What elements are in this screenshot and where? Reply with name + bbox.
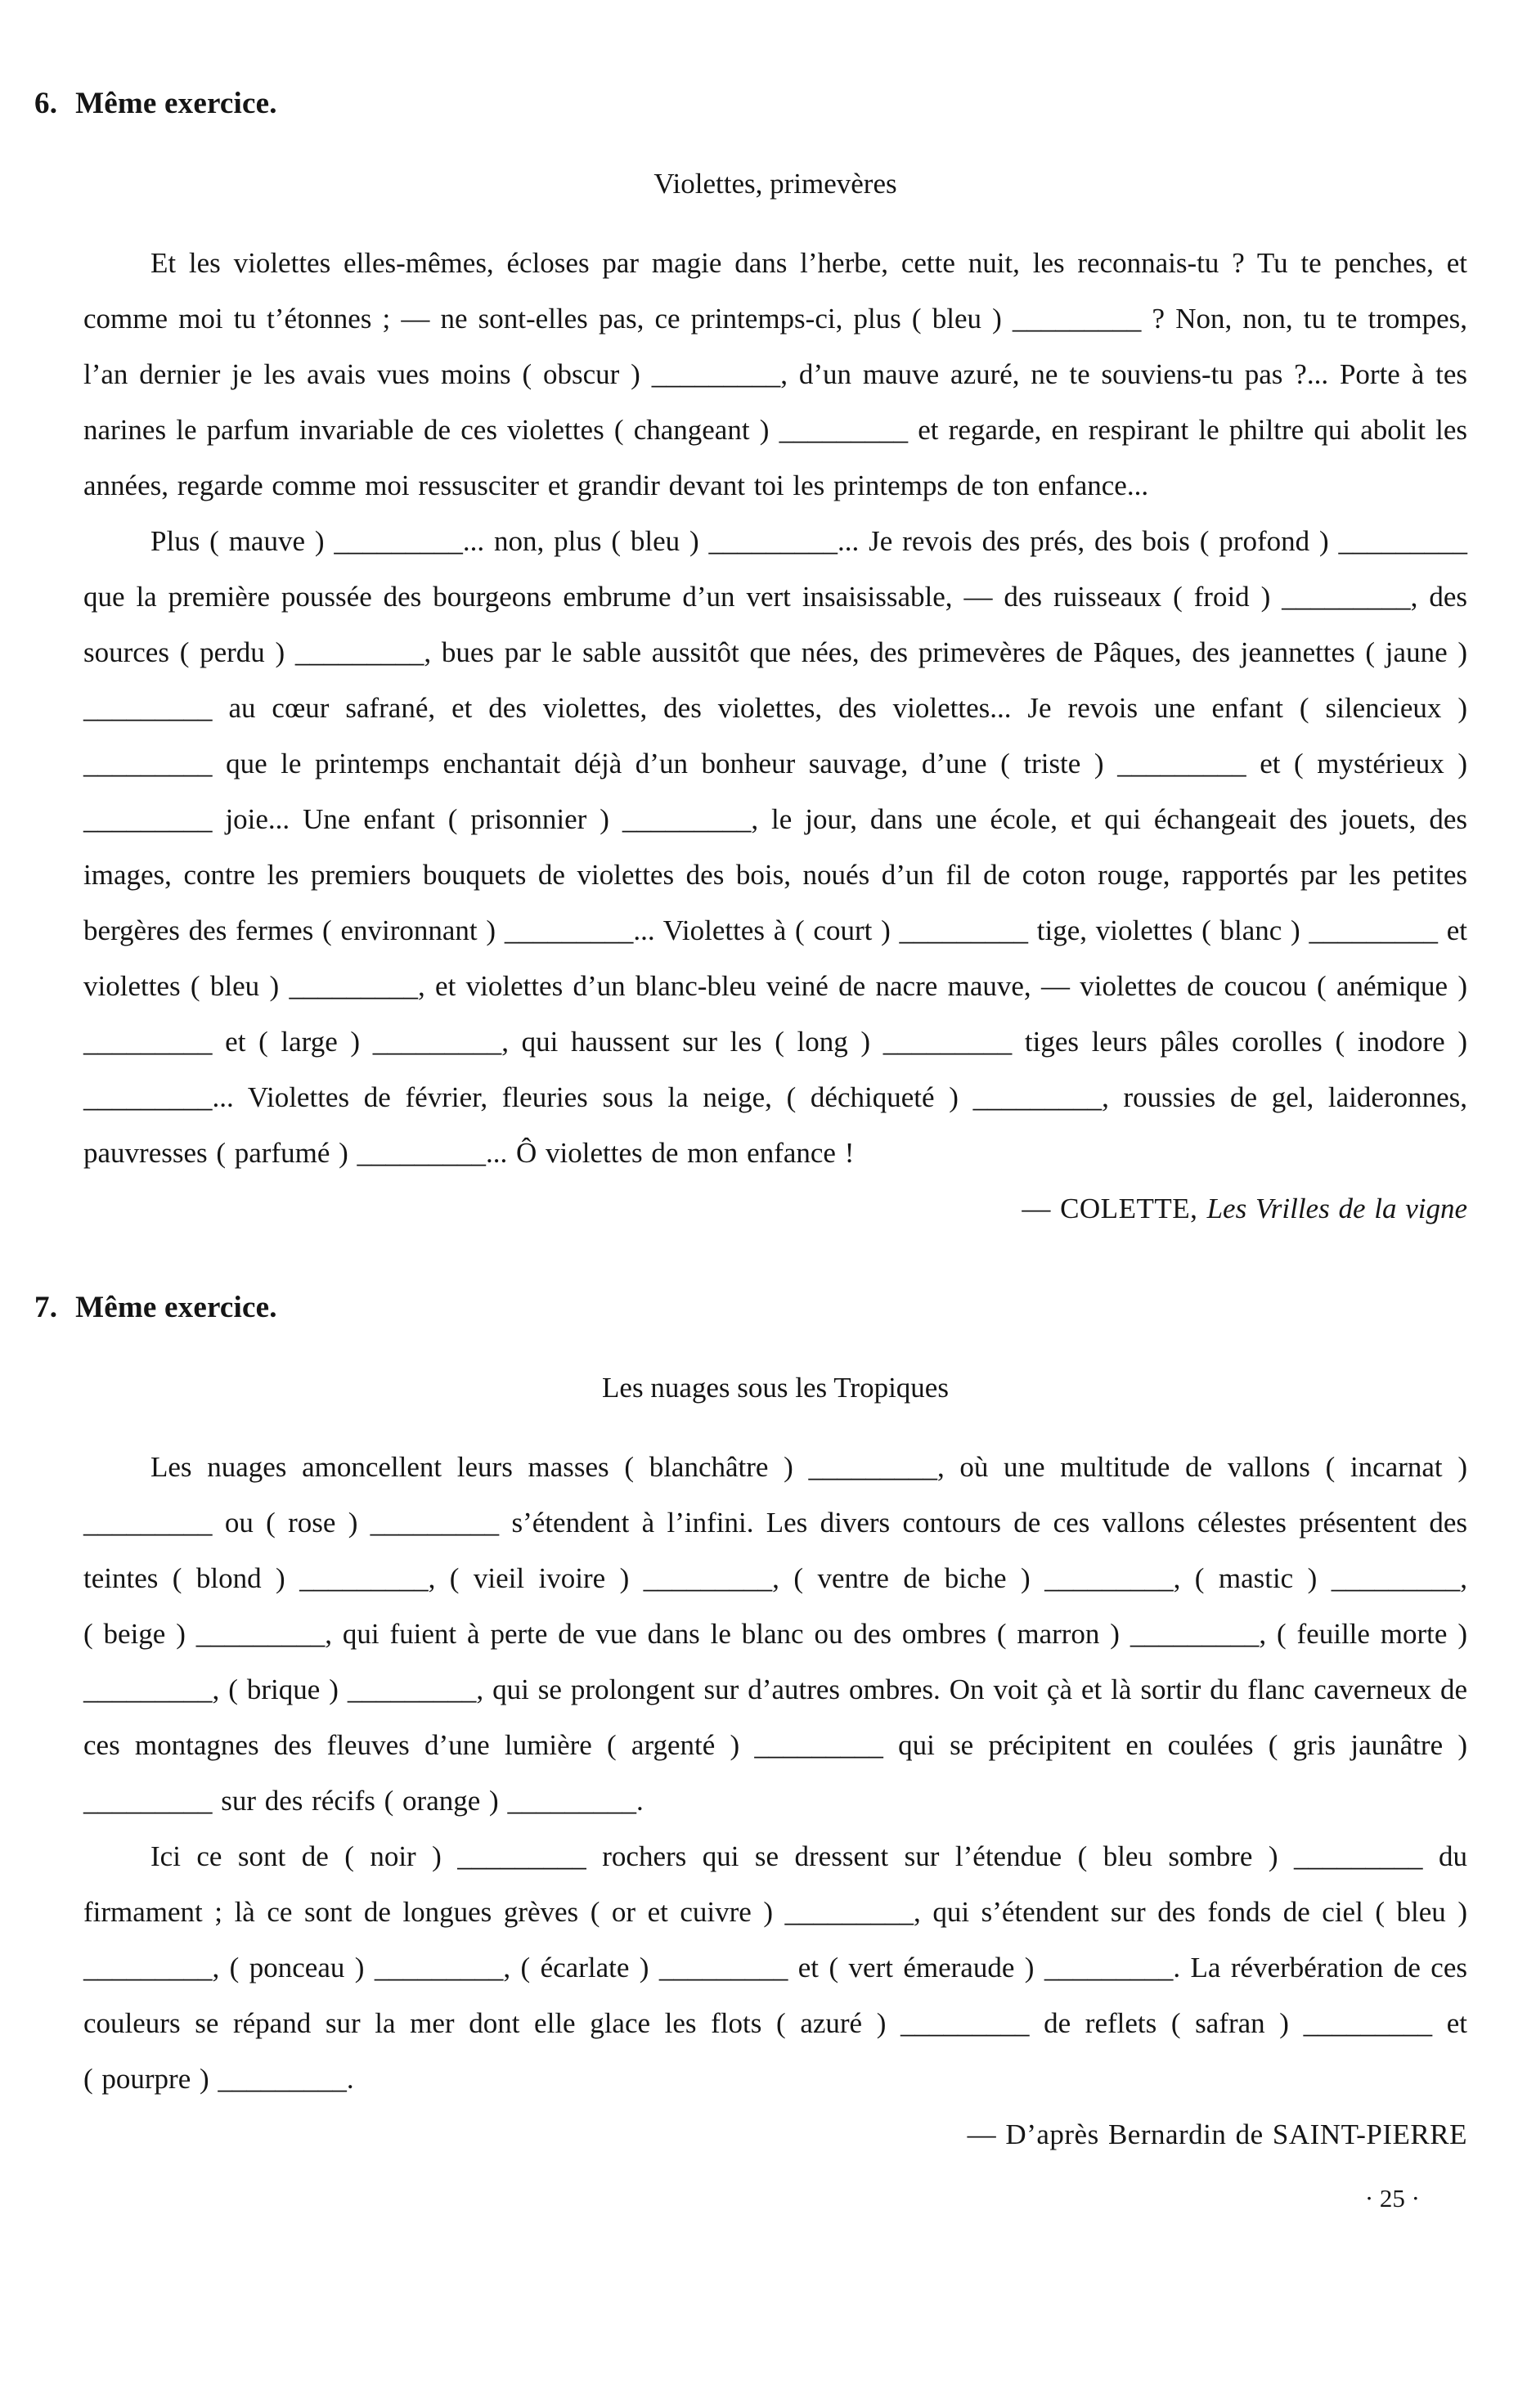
exercise-6-attribution-author: — COLETTE, (1022, 1193, 1207, 1224)
exercise-7-body (83, 1369, 1467, 2163)
exercise-6-paragraph-1: Et les violettes elles-mêmes, écloses par magie dans l’herbe, cette nuit, les reconnais-tu ? Tu te penches, et comme moi tu t’étonnes ; — ne sont-elles pas, ce printemps-ci, plus ( bleu ) _________ ? Non, non, tu te trompes, l’an dernier je les avais vues moins ( obscur ) _________, d’un mauve azuré, ne te souviens-tu pas ?... Porte à tes narines le parfum invariable de ces violettes ( changeant ) _________ et regarde, en respirant le philtre qui abolit les années, regarde comme moi ressusciter et grandir devant toi les printemps de ton enfance... (83, 247, 1467, 501)
exercise-6 (34, 85, 1467, 1237)
exercise-6-heading (34, 85, 1467, 123)
exercise-6-paragraph-2: Plus ( mauve ) _________... non, plus ( bleu ) _________... Je revois des prés, des bois ( profond ) _________ que la première poussée des bourgeons embrume d’un vert insaisissable, — des ruisseaux ( froid ) _________, des sources ( perdu ) _________, bues par le sable aussitôt que nées, des primevères de Pâques, des jeannettes ( jaune ) _________ au cœur safrané, et des violettes, des violettes, des violettes... Je revois une enfant ( silencieux ) _________ que le printemps enchantait déjà d’un bonheur sauvage, d’une ( triste ) _________ et ( mystérieux ) _________ joie... Une enfant ( prisonnier ) _________, le jour, dans une école, et qui échangeait des jouets, des images, contre les premiers bouquets de violettes des bois, noués d’un fil de coton rouge, rapportés par les petites bergères des fermes ( environnant ) _________... Violettes à ( court ) _________ tige, violettes ( blanc ) _________ et violettes ( bleu ) _________, et violettes d’un blanc-bleu veiné de nacre mauve, — violettes de coucou ( anémique ) _________ et ( large ) _________, qui haussent sur les ( long ) _________ tiges leurs pâles corolles ( inodore ) _________... Violettes de février, fleuries sous la neige, ( déchiqueté ) _________, roussies de gel, laideronnes, pauvresses ( parfumé ) _________... Ô violettes de mon enfance ! (83, 525, 1467, 1169)
exercise-6-heading-label: Même exercice. (75, 87, 277, 120)
exercise-6-text-title: Violettes, primevères (653, 168, 897, 200)
exercise-6-attribution (83, 1181, 1467, 1237)
page-number: · 25 · (1364, 2184, 1420, 2213)
exercise-7-attribution-author: — D’après Bernardin de SAINT-PIERRE (967, 2118, 1467, 2150)
exercise-7 (34, 1289, 1467, 2163)
exercise-7-attribution (83, 2107, 1467, 2163)
exercise-7-heading-label: Même exercice. (75, 1291, 277, 1324)
exercise-6-attribution-work: Les Vrilles de la vigne (1206, 1193, 1467, 1224)
exercise-7-heading (34, 1289, 1467, 1327)
exercise-7-number: 7. (34, 1291, 58, 1324)
exercise-7-text-title: Les nuages sous les Tropiques (602, 1372, 949, 1404)
exercise-7-paragraph-2: Ici ce sont de ( noir ) _________ rochers qui se dressent sur l’étendue ( bleu sombre ) _________ du firmament ; là ce sont de longues grèves ( or et cuivre ) _________, qui s’étendent sur des fonds de ciel ( bleu ) _________, ( ponceau ) _________, ( écarlate ) _________ et ( vert émeraude ) _________. La réverbération de ces couleurs se répand sur la mer dont elle glace les flots ( azuré ) _________ de reflets ( safran ) _________ et ( pourpre ) _________. (83, 1840, 1467, 2095)
exercise-6-body (83, 165, 1467, 1237)
exercise-7-paragraph-1: Les nuages amoncellent leurs masses ( blanchâtre ) _________, où une multitude de vallons ( incarnat ) _________ ou ( rose ) _________ s’étendent à l’infini. Les divers contours de ces vallons célestes présentent des teintes ( blond ) _________, ( vieil ivoire ) _________, ( ventre de biche ) _________, ( mastic ) _________, ( beige ) _________, qui fuient à perte de vue dans le blanc ou des ombres ( marron ) _________, ( feuille morte ) _________, ( brique ) _________, qui se prolongent sur d’autres ombres. On voit çà et là sortir du flanc caverneux de ces montagnes des fleuves d’une lumière ( argenté ) _________ qui se précipitent en coulées ( gris jaunâtre ) _________ sur des récifs ( orange ) _________. (83, 1451, 1467, 1817)
exercise-6-number: 6. (34, 87, 58, 120)
